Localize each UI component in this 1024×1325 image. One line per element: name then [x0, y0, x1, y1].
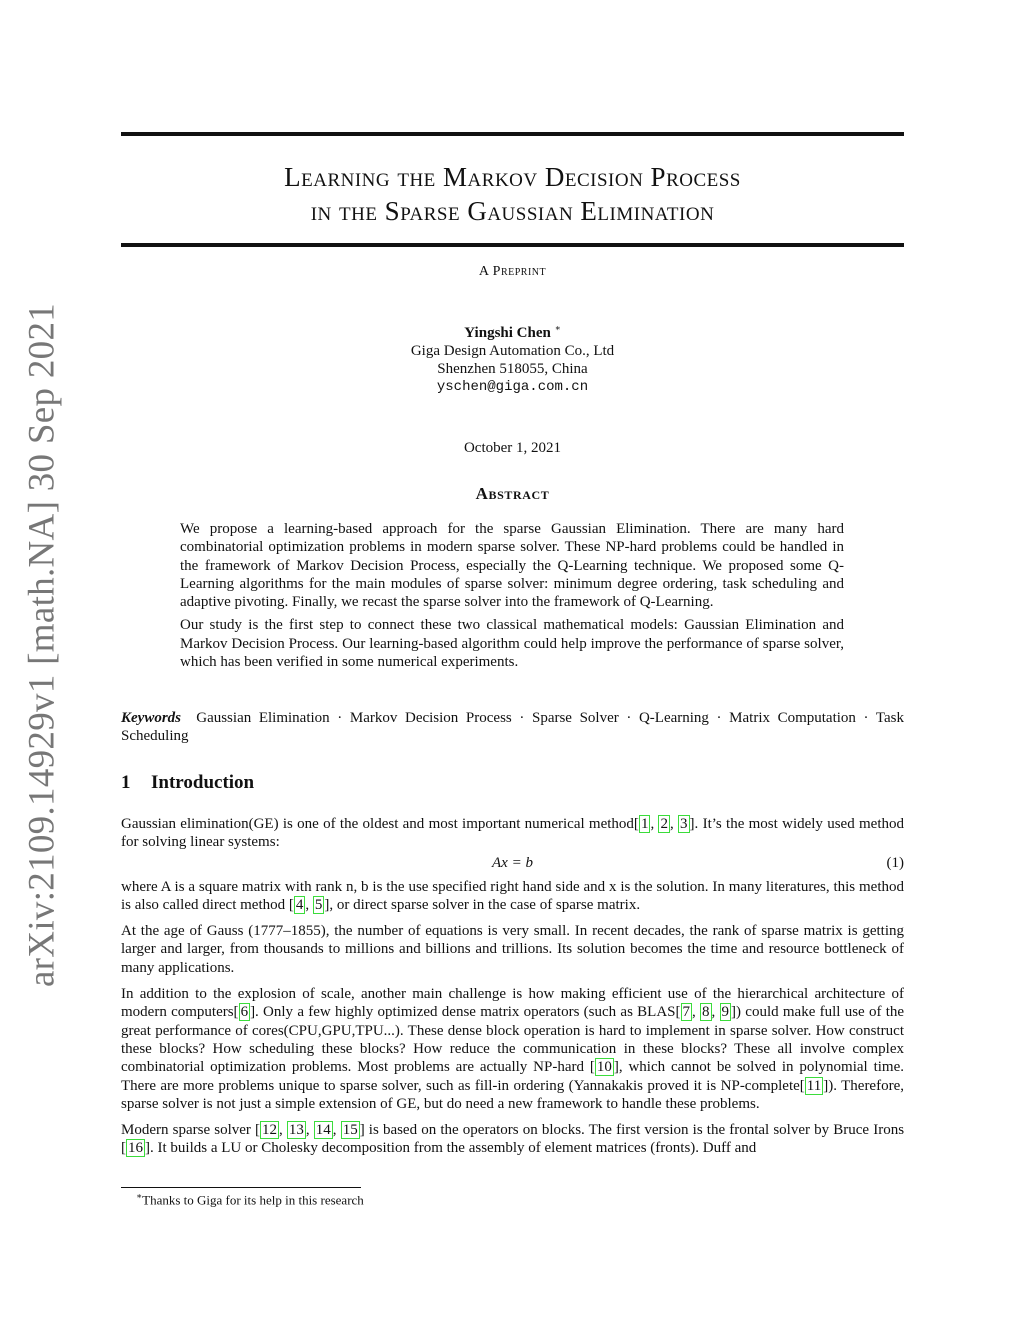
citation-link[interactable]: 8	[702, 1004, 710, 1021]
citation-link[interactable]: 12	[262, 1122, 278, 1139]
p4-text-a: In addition to the explosion of scale, another main challenge is how making efficient use of the hierarchical architecture of modern computers[	[121, 986, 904, 1021]
p2-text-a: where A is a square matrix with rank n, b is the use specified right hand side and x is the solution. In many literatures, this method is also called direct method [	[121, 878, 904, 913]
footnote	[136, 1191, 364, 1208]
citation-link[interactable]: 11	[806, 1077, 822, 1094]
footnote-mark: ∗	[136, 1191, 143, 1201]
citation-link[interactable]: 10	[596, 1059, 612, 1076]
citation-link[interactable]: 5	[314, 896, 323, 913]
equation-number: (1)	[886, 854, 904, 871]
footnote-text: Thanks to Giga for its help in this research	[142, 1192, 364, 1208]
paper-date: October 1, 2021	[463, 440, 562, 456]
author-affiliation: Giga Design Automation Co., Ltd	[410, 343, 615, 359]
footnote-rule	[121, 1187, 361, 1188]
citation-link[interactable]: 9	[721, 1004, 730, 1021]
keywords-text: Gaussian Elimination · Markov Decision Process · Sparse Solver · Q-Learning · Matrix Computation · Task Scheduling	[121, 710, 904, 745]
citation-link[interactable]: 4	[295, 896, 304, 913]
citation-link[interactable]: 15	[342, 1122, 358, 1139]
section-title: Introduction	[151, 772, 255, 793]
p1-sep: ,	[650, 816, 659, 832]
p4-sep: ,	[711, 1004, 720, 1021]
title-line-2: in the Sparse Gaussian Elimination	[310, 196, 715, 226]
p4-text-c: ]) could make full use of the great performance of cores(CPU,GPU,TPU...). These dense block operation is hard to implement in sparse solver. How construct these blocks? How scheduling these blocks? How reduce the communication in these blocks? These all involve complex combinatorial optimization problems. Most problems are actually NP-hard [	[121, 1004, 905, 1076]
preprint-label: A Preprint	[478, 264, 547, 279]
intro-body	[121, 815, 904, 1166]
p5-text-c: ]. It builds a LU or Cholesky decomposition from the assembly of element matrices (fronts). Duff and	[145, 1140, 757, 1157]
equation-1	[121, 854, 904, 874]
p5-sep: ,	[279, 1122, 287, 1139]
paragraph-1	[121, 815, 904, 852]
paragraph-5	[121, 1121, 904, 1158]
title-top-rule	[121, 132, 904, 136]
author-address: Shenzhen 518055, China	[437, 361, 588, 377]
p1-text-b: ]. It’s the most widely used method for solving linear systems:	[121, 816, 905, 851]
p2-sep: ,	[305, 896, 313, 913]
citation-link[interactable]: 2	[660, 816, 668, 832]
p2-text-b: ], or direct sparse solver in the case of sparse matrix.	[324, 896, 641, 913]
p4-sep: ,	[692, 1004, 701, 1021]
author-email[interactable]: yschen@giga.com.cn	[436, 379, 589, 395]
p4-text-b: ]. Only a few highly optimized dense matrix operators (such as BLAS[	[250, 1004, 681, 1021]
citation-link[interactable]: 16	[128, 1140, 143, 1157]
p4-text-d: ], which cannot be solved in polynomial time. There are more problems unique to sparse solver, such as fill-in ordering (Yannakakis proved it is NP-complete[	[121, 1059, 904, 1094]
author-block	[121, 319, 904, 396]
p5-sep: ,	[305, 1122, 314, 1139]
p4-text-e: ]). Therefore, sparse solver is not just a simple extension of GE, but do need a new framework to handle these problems.	[121, 1077, 904, 1112]
p5-text-a: Modern sparse solver [	[121, 1122, 261, 1139]
abstract-paragraph-1: We propose a learning-based approach for the sparse Gaussian Elimination. There are many hard combinatorial optimization problems in modern sparse solver. These NP-hard problems could be handled in the framework of Markov Decision Process, especially the Q-Learning technique. We proposed some Q-Learning algorithms for the main modules of sparse solver: minimum degree ordering, task scheduling and adaptive pivoting. Finally, we recast the sparse solver into the framework of Q-Learning.	[180, 521, 844, 611]
citation-link[interactable]: 3	[680, 816, 688, 832]
p1-text-a: Gaussian elimination(GE) is one of the oldest and most important numerical method[	[121, 816, 639, 832]
p1-sep: ,	[669, 816, 679, 832]
paragraph-3: At the age of Gauss (1777–1855), the number of equations is very small. In recent decades, the rank of sparse matrix is getting larger and larger, from thousands to millions and billions and trillions. Its solution becomes the time and resource bottleneck of many applications.	[121, 923, 904, 976]
citation-link[interactable]: 1	[640, 816, 649, 832]
p5-text-b: ] is based on the operators on blocks. The first version is the frontal solver by Bruce Irons [	[121, 1122, 905, 1157]
p5-sep: ,	[332, 1122, 341, 1139]
keywords-label: Keywords	[121, 710, 181, 726]
keywords	[121, 709, 904, 746]
author-name: Yingshi Chen	[464, 325, 551, 341]
abstract-paragraph-2: Our study is the first step to connect these two classical mathematical models: Gaussian Elimination and Markov Decision Process. Our learning-based algorithm could help improve the performance of sparse solver, which has been verified in some numerical experiments.	[180, 617, 844, 671]
paragraph-4	[121, 985, 904, 1113]
arxiv-stamp	[12, 302, 72, 988]
section-heading	[121, 772, 254, 794]
title-bottom-rule	[121, 243, 904, 247]
abstract	[180, 520, 844, 676]
title-line-1: Learning the Markov Decision Process	[284, 162, 741, 192]
section-number: 1	[121, 772, 131, 793]
citation-link[interactable]: 14	[315, 1122, 331, 1139]
author-footnote-mark: ∗	[554, 323, 561, 333]
paper-title	[121, 160, 904, 228]
abstract-heading: Abstract	[475, 484, 550, 503]
equation-text: Ax = b	[492, 854, 533, 871]
citation-link[interactable]: 7	[682, 1004, 691, 1021]
citation-link[interactable]: 6	[240, 1004, 249, 1021]
arxiv-stamp-text: arXiv:2109.14929v1 [math.NA] 30 Sep 2021	[21, 302, 63, 988]
paragraph-2	[121, 878, 904, 915]
citation-link[interactable]: 13	[288, 1122, 304, 1139]
